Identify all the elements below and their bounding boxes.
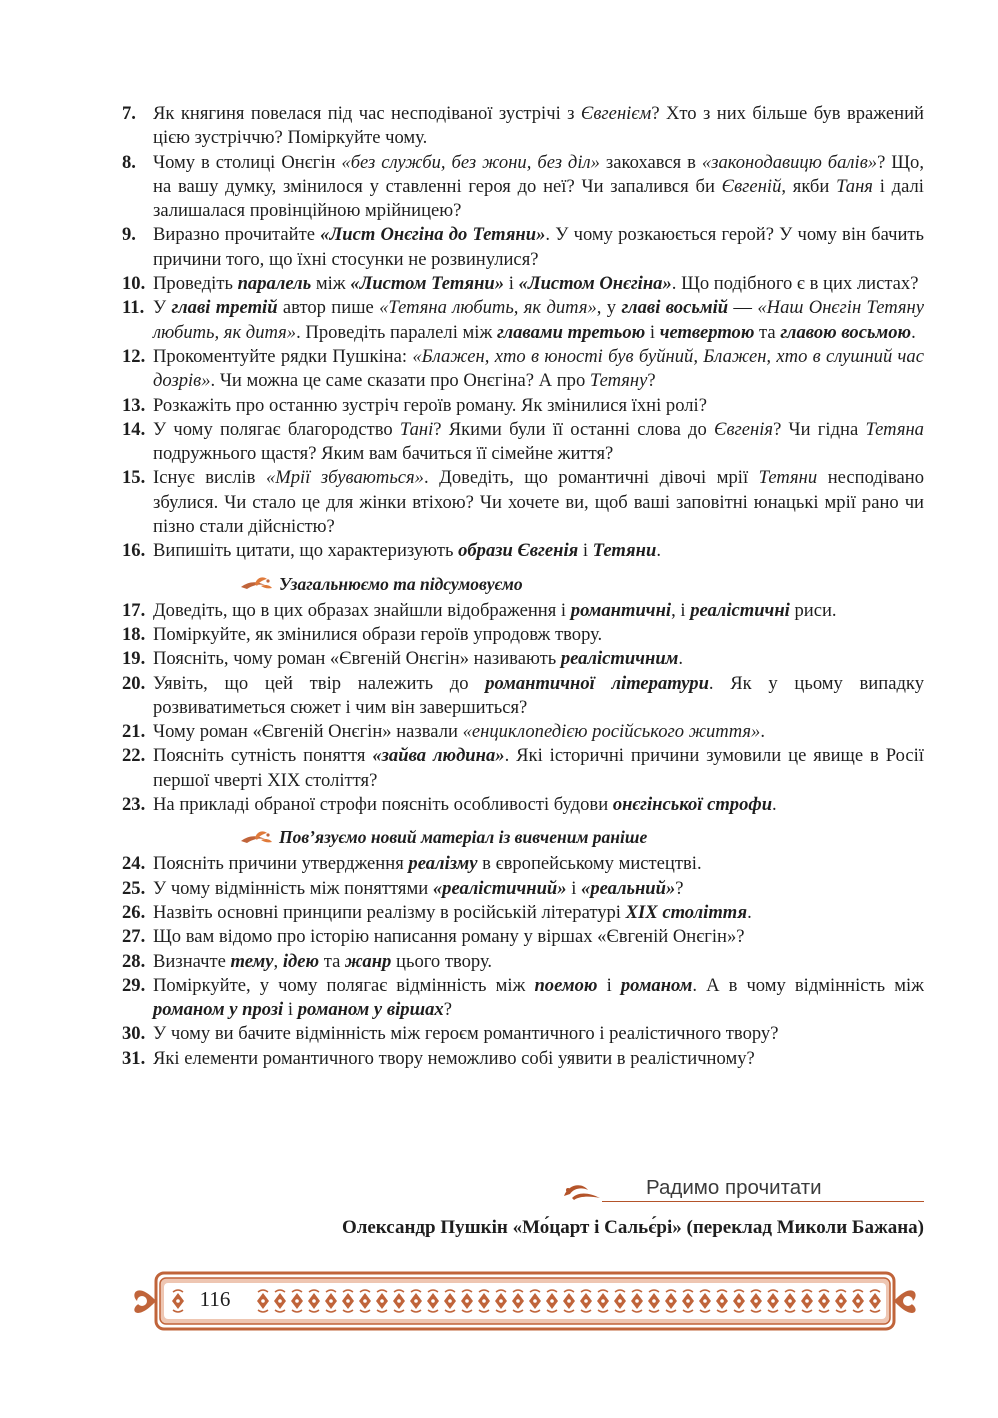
recommended-book: Олександр Пушкін «Мо́царт і Сальє́рі» (переклад Миколи Бажана): [341, 1217, 924, 1238]
question-text: Поміркуйте, у чому полягає відмінність між поемою і романом. А в чому відмінність між романом у прозі і романом у віршах?: [153, 974, 924, 1021]
question-number: 15.: [122, 467, 146, 489]
divider: [602, 1201, 924, 1203]
question-item: [122, 1047, 924, 1071]
folk-ornament-border: [126, 1269, 924, 1333]
question-item: [122, 672, 924, 721]
question-text: Розкажіть про останню зустріч героїв роману. Як змінилися їхні ролі?: [153, 394, 707, 416]
question-number: 7.: [122, 103, 136, 124]
reading-title: Радимо прочитати: [646, 1176, 822, 1199]
question-number: 18.: [122, 623, 146, 645]
question-item: [122, 394, 924, 418]
question-text: Чому в столиці Онєгін «без служби, без жони, без діл» закохався в «законодавицю балів»? Що, на вашу думку, змінилося у ставленні героя до неї? Чи запалився би Євгеній, якби Таня і далі залишалася провінційною мрійницею?: [153, 151, 925, 222]
question-text: Існує вислів «Мрії збуваються». Доведіть, що романтичні дівочі мрії Тетяни несподівано збулися. Чи стало це для жінки втіхою? Чи хочете ви, щоб ваші заповітні юнацькі мрії рано чи пізно стали дійсністю?: [153, 467, 925, 538]
section-title: Пов’язуємо новий матеріал із вивченим раніше: [279, 827, 648, 848]
question-item: [122, 296, 924, 345]
question-text: Доведіть, що в цих образах знайшли відображення і романтичні, і реалістичні риси.: [153, 599, 837, 621]
questions-group-connect: [122, 852, 924, 1071]
question-item: [122, 901, 924, 925]
questions-group-analysis: [122, 102, 924, 564]
question-number: 9.: [122, 224, 136, 246]
question-number: 24.: [122, 853, 146, 875]
question-item: [122, 1022, 924, 1046]
section-header-connect: [122, 824, 924, 851]
question-text: Чому роман «Євгеній Онєгін» назвали «енциклопедією російського життя».: [153, 721, 765, 743]
questions-list: [122, 102, 924, 1071]
question-text: У чому ви бачите відмінність між героєм романтичного і реалістичного твору?: [153, 1023, 779, 1045]
question-number: 22.: [122, 745, 146, 767]
question-number: 19.: [122, 648, 146, 670]
question-item: [122, 623, 924, 647]
question-item: [122, 272, 924, 296]
question-number: 31.: [122, 1047, 146, 1069]
question-text: Прокоментуйте рядки Пушкіна: «Блажен, хто в юності був буйний, Блажен, хто в слушний час дозрів». Чи можна це саме сказати про Онєгіна? А про Тетяну?: [153, 345, 924, 392]
question-text: Уявіть, що цей твір належить до романтичної літератури. Як у цьому випадку розвиватиметься сюжет і чим він завершиться?: [153, 672, 924, 718]
question-number: 20.: [122, 672, 146, 694]
question-text: Виразно прочитайте «Лист Онєгіна до Тетяни». У чому розкаюється герой? У чому він бачить причини того, що їхні стосунки не розвинулися?: [153, 224, 925, 270]
page-footer-ornament: [126, 1269, 924, 1333]
question-number: 30.: [122, 1023, 146, 1045]
question-number: 29.: [122, 974, 146, 996]
recommended-reading-header: [560, 1174, 924, 1204]
question-text: Поясніть, чому роман «Євгеній Онєгін» називають реалістичним.: [153, 648, 684, 670]
question-text: На прикладі обраної строфи поясніть особливості будови онєгінської строфи.: [153, 794, 777, 816]
question-text: Поясніть сутність поняття «зайва людина». Які історичні причини зумовили це явище в Росії першої чверті XIX століття?: [153, 745, 924, 791]
question-number: 11.: [122, 297, 145, 319]
leaf-ornament-icon: [239, 829, 273, 847]
question-item: [122, 647, 924, 671]
question-item: [122, 102, 924, 151]
question-item: [122, 345, 924, 394]
question-number: 26.: [122, 901, 146, 923]
question-text: Визначте тему, ідею та жанр цього твору.: [153, 950, 493, 972]
section-title: Узагальнюємо та підсумовуємо: [279, 573, 523, 594]
question-item: [122, 151, 924, 224]
question-number: 16.: [122, 540, 146, 562]
question-number: 28.: [122, 950, 146, 972]
question-text: У чому полягає благородство Тані? Якими були її останні слова до Євгенія? Чи гідна Тетяна подружнього щастя? Яким вам бачиться її сімейне життя?: [153, 418, 924, 465]
question-item: [122, 852, 924, 876]
question-item: [122, 950, 924, 974]
section-header-summarize: [122, 571, 924, 598]
question-number: 13.: [122, 394, 146, 416]
question-item: [122, 223, 924, 272]
question-text: Як княгиня повелася під час несподіваної зустрічі з Євгенієм? Хто з них більше був вражений цією зустріччю? Поміркуйте чому.: [153, 103, 924, 149]
questions-group-summarize: [122, 599, 924, 818]
question-item: [122, 539, 924, 563]
question-text: У главі третій автор пише «Тетяна любить, як дитя», у главі восьмій — «Наш Онєгін Тетяну любить, як дитя». Проведіть паралелі між главами третьою і четвертою та главою восьмою.: [153, 297, 924, 343]
question-item: [122, 974, 924, 1023]
question-item: [122, 418, 924, 467]
question-number: 27.: [122, 926, 146, 948]
question-item: [122, 877, 924, 901]
swirl-ornament-icon: [562, 1180, 602, 1202]
question-number: 17.: [122, 599, 146, 621]
question-number: 21.: [122, 721, 146, 743]
question-number: 10.: [122, 273, 146, 295]
question-item: [122, 925, 924, 949]
question-text: Поясніть причини утвердження реалізму в європейському мистецтві.: [153, 853, 702, 875]
question-text: Назвіть основні принципи реалізму в російській літературі XIX століття.: [153, 901, 752, 923]
question-text: Які елементи романтичного твору неможливо собі уявити в реалістичному?: [153, 1047, 755, 1069]
question-text: Випишіть цитати, що характеризують образи Євгенія і Тетяни.: [153, 540, 661, 562]
question-number: 12.: [122, 345, 146, 367]
question-text: У чому відмінність між поняттями «реалістичний» і «реальний»?: [153, 877, 684, 899]
question-number: 8.: [122, 151, 136, 173]
leaf-ornament-icon: [239, 575, 273, 593]
question-item: [122, 744, 924, 793]
page-number: 116: [195, 1286, 235, 1312]
question-number: 14.: [122, 418, 146, 440]
question-item: [122, 720, 924, 744]
question-item: [122, 466, 924, 539]
question-number: 25.: [122, 877, 146, 899]
question-number: 23.: [122, 794, 146, 816]
question-text: Що вам відомо про історію написання роману у віршах «Євгеній Онєгін»?: [153, 926, 745, 948]
question-text: Поміркуйте, як змінилися образи героїв упродовж твору.: [153, 623, 603, 645]
question-text: Проведіть паралель між «Листом Тетяни» і «Листом Онєгіна». Що подібного є в цих листах?: [153, 273, 919, 295]
question-item: [122, 793, 924, 817]
question-item: [122, 599, 924, 623]
